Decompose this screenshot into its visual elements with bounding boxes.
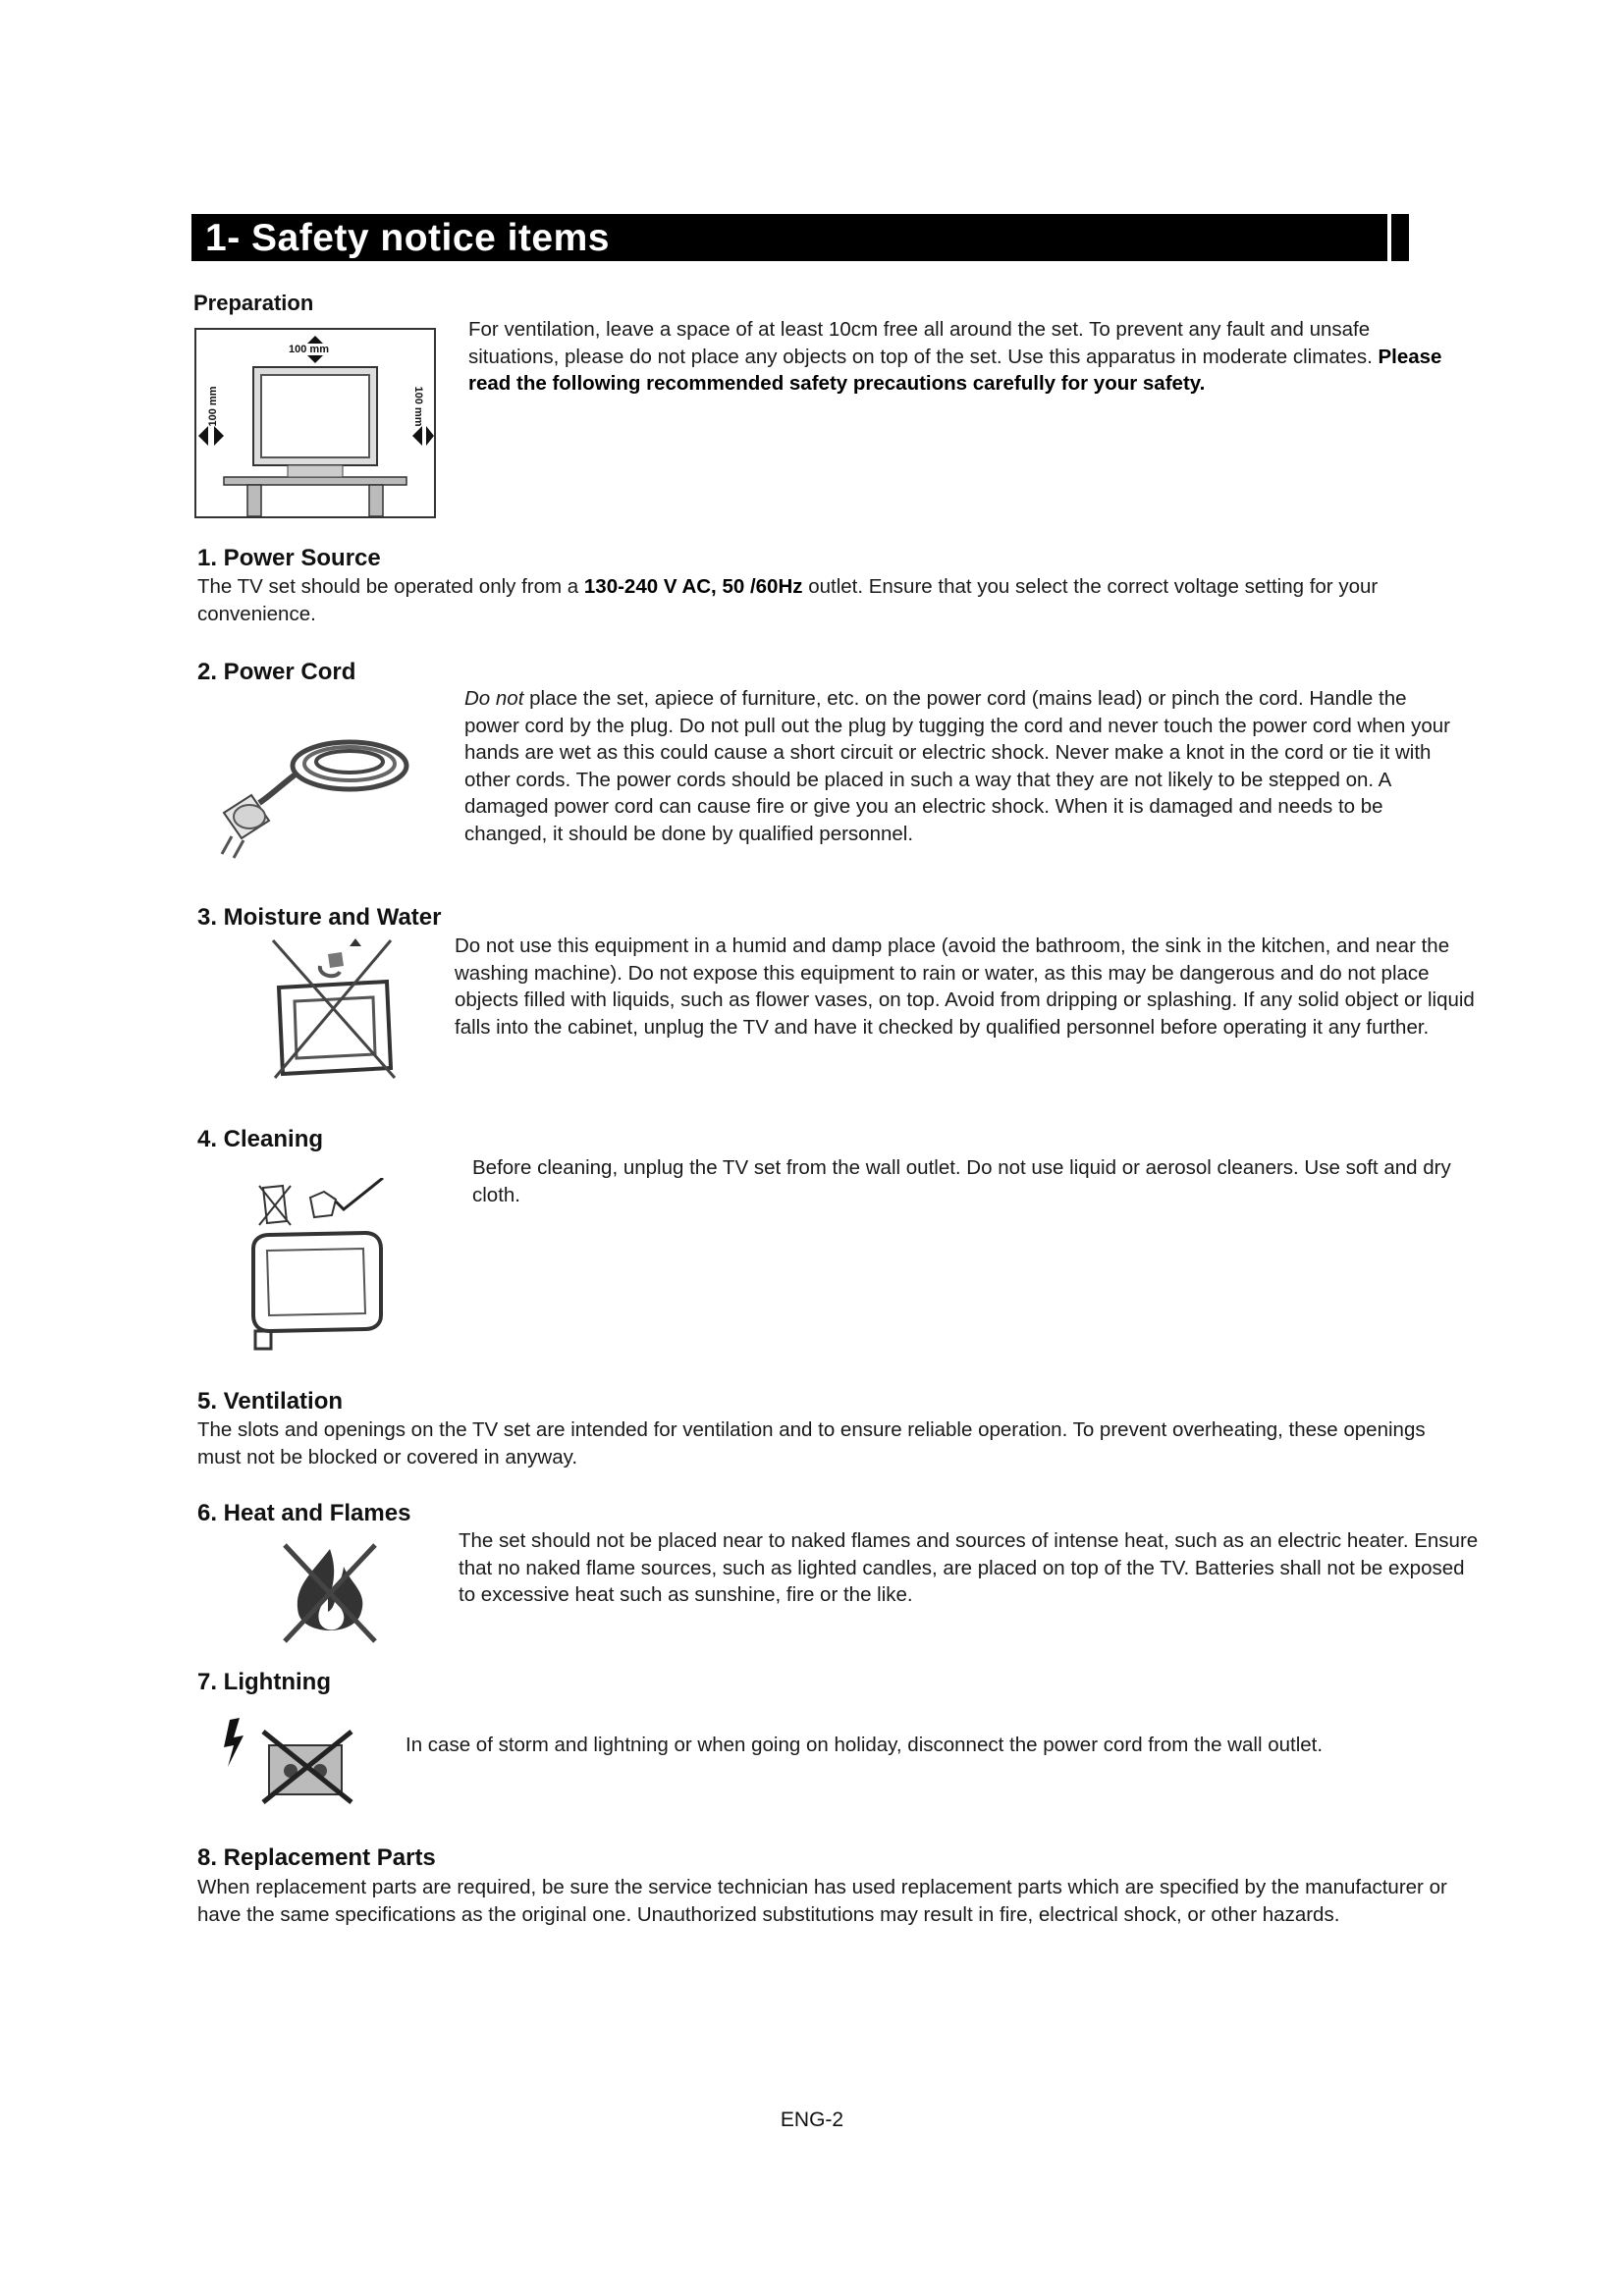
clearance-right-label: 100 mm [412,386,424,427]
section-title-banner [191,214,1409,261]
lightning-unplug-icon [220,1716,357,1804]
power-cord-text [464,685,1466,847]
power-source-heading: 1. Power Source [197,545,381,571]
power-source-text [197,573,1435,627]
preparation-heading: Preparation [193,291,314,315]
preparation-text [468,316,1450,398]
cleaning-heading: 4. Cleaning [197,1126,324,1152]
no-flames-icon [281,1541,379,1645]
replacement-heading: 8. Replacement Parts [197,1844,436,1871]
clearance-left-label: 100 mm [207,386,219,427]
section-title: 1- Safety notice items [205,217,610,259]
ventilation-heading: 5. Ventilation [197,1388,344,1415]
power-source-voltage: 130-240 V AC, 50 /60Hz [583,575,803,598]
cleaning-tv-icon [245,1178,393,1351]
moisture-heading: 3. Moisture and Water [197,904,442,931]
power-cord-heading: 2. Power Cord [197,659,356,685]
replacement-text: When replacement parts are required, be sure the service technician has used replacement parts which are specified by the manufacturer or have the same specifications as the original one. Unauthorized substitutions may result in fire, electrical shock, or other hazards. [197,1876,1447,1926]
clearance-top-label: 100 mm [289,344,329,355]
moisture-text: Do not use this equipment in a humid and damp place (avoid the bathroom, the sink in the kitchen, and near the washing machine). Do not expose this equipment to rain or water, as this may be dangerous and do not place objects filled with liquids, such as flower vases, on top. Avoid from dripping or splashing. If any solid object or liquid falls into the cabinet, unplug the TV and have it checked by qualified personnel before operating it any further. [455,934,1475,1039]
power-source-text-part2: outlet. Ensure that you select the correct voltage setting for your convenience. [197,575,1379,625]
tv-clearance-diagram [194,328,436,518]
ventilation-text: The slots and openings on the TV set are intended for ventilation and to ensure reliable operation. To prevent overheating, these openings must not be blocked or covered in anyway. [197,1418,1426,1468]
heat-heading: 6. Heat and Flames [197,1500,411,1526]
power-cord-text-body: place the set, apiece of furniture, etc. on the power cord (mains lead) or pinch the cord. Handle the power cord by the plug. Do not pull out the plug by tugging the cord and never touch the power cord when your hands are wet as this could cause a short circuit or electric shock. Never make a knot in the cord or tie it with other cords. The power cords should be placed in such a way that they are not likely to be stepped on. A damaged power cord can cause fire or give you an electric shock. When it is damaged and needs to be changed, it should be done by qualified personnel. [464,687,1450,845]
page-number: ENG-2 [780,2109,844,2131]
power-cord-text-italic: Do not [464,687,524,710]
power-source-text-part1: The TV set should be operated only from a [197,575,584,598]
preparation-text-normal: For ventilation, leave a space of at least 10cm free all around the set. To prevent any fault and unsafe situations, please do not place any objects on top of the set. Use this apparatus in moderate climates. [468,318,1379,368]
no-water-tv-icon [271,936,399,1080]
heat-text: The set should not be placed near to naked flames and sources of intense heat, such as an electric heater. Ensure that no naked flame sources, such as lighted candles, are placed on top of the TV. Batteries shall not be exposed to excessive heat such as sunshine, fire or the like. [459,1529,1479,1606]
power-cord-plug-icon [212,726,418,864]
banner-edge-divider [1387,214,1391,261]
lightning-text: In case of storm and lightning or when going on holiday, disconnect the power cord from the wall outlet. [406,1734,1324,1756]
lightning-heading: 7. Lightning [197,1669,331,1695]
cleaning-text: Before cleaning, unplug the TV set from the wall outlet. Do not use liquid or aerosol cleaners. Use soft and dry cloth. [472,1156,1451,1206]
preparation-text-bold: Please read the following recommended safety precautions carefully for your safety. [468,345,1442,395]
